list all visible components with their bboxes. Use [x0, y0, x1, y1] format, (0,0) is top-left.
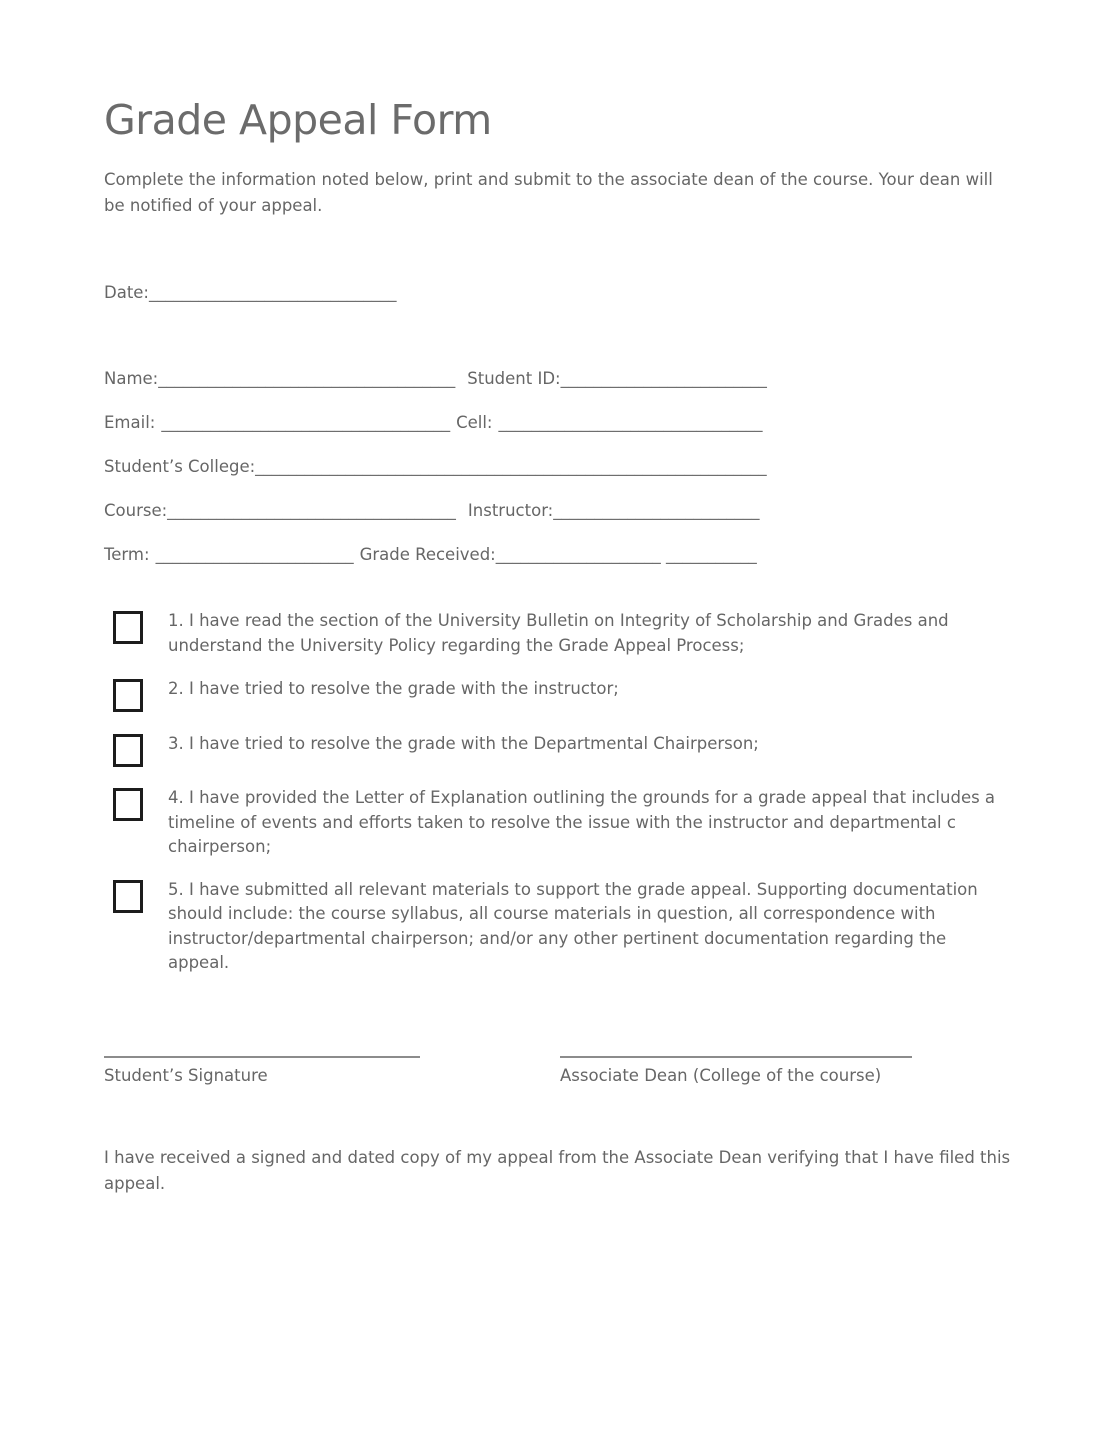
- page-title: Grade Appeal Form: [104, 96, 492, 144]
- checklist-item-2-text: 2. I have tried to resolve the grade with the instructor;: [168, 679, 619, 699]
- checklist-item-5-text: 5. I have submitted all relevant materials to support the grade appeal. Supporting documentation should include: the course syllabus, all course materials in question, all correspondence with instructor/departmental chairperson; and/or any other pertinent documentation regarding the appeal.: [168, 879, 978, 973]
- checklist-item-3: [104, 732, 1030, 767]
- checkbox-item-3[interactable]: [113, 734, 143, 767]
- checkbox-item-4[interactable]: [113, 788, 143, 821]
- acknowledgement-text: I have received a signed and dated copy of my appeal from the Associate Dean verifying that I have filed this appeal.: [104, 1147, 1011, 1193]
- dean-signature-label: Associate Dean (College of the course): [560, 1065, 882, 1085]
- cell-input-line[interactable]: ________________________________: [498, 413, 763, 433]
- college-field-row: [104, 454, 1030, 480]
- signature-section: [104, 1056, 1030, 1089]
- checklist-item-1: [104, 609, 1030, 658]
- checklist-item-4: [104, 786, 1030, 860]
- name-field-row: [104, 366, 1030, 392]
- checklist-item-1-text: 1. I have read the section of the University Bulletin on Integrity of Scholarship and Grades and understand the University Policy regarding the Grade Appeal Process;: [168, 611, 949, 655]
- term-input-line[interactable]: ________________________: [155, 545, 354, 565]
- student-signature-line[interactable]: [104, 1056, 420, 1058]
- term-label: Term:: [104, 545, 150, 565]
- college-label: Student’s College:: [104, 457, 256, 477]
- term-field-row: [104, 542, 1030, 568]
- course-field-row: [104, 498, 1030, 524]
- checkbox-item-2[interactable]: [113, 679, 143, 712]
- checklist-item-4-text: 4. I have provided the Letter of Explanation outlining the grounds for a grade appeal that includes a timeline of events and efforts taken to resolve the issue with the instructor and departmental c chairperson;: [168, 788, 996, 857]
- student-signature-label: Student’s Signature: [104, 1065, 268, 1085]
- date-label: Date:: [104, 283, 149, 303]
- dean-signature-line[interactable]: [560, 1056, 912, 1058]
- instructor-label: Instructor:: [467, 501, 554, 521]
- date-input-line[interactable]: ______________________________: [149, 283, 397, 303]
- instructor-input-line[interactable]: _________________________: [553, 501, 760, 521]
- checklist-item-2: [104, 677, 1030, 712]
- checklist-item-5: [104, 878, 1030, 976]
- checkbox-item-5[interactable]: [113, 880, 143, 913]
- course-input-line[interactable]: ___________________________________: [167, 501, 456, 521]
- college-input-line[interactable]: ______________________________________________________________: [255, 457, 767, 477]
- checklist-item-3-text: 3. I have tried to resolve the grade with the Departmental Chairperson;: [168, 734, 759, 754]
- dean-signature-block: [560, 1056, 912, 1089]
- checkbox-item-1[interactable]: [113, 611, 143, 644]
- student-id-input-line[interactable]: _________________________: [560, 369, 767, 389]
- date-field-row: [104, 280, 1030, 306]
- name-label: Name:: [104, 369, 159, 389]
- grade-received-label: Grade Received:: [359, 545, 496, 565]
- intro-text: Complete the information noted below, print and submit to the associate dean of the course. Your dean will be notified of your appeal.: [104, 170, 993, 216]
- course-label: Course:: [104, 501, 168, 521]
- cell-label: Cell:: [456, 413, 493, 433]
- student-id-label: Student ID:: [467, 369, 561, 389]
- email-input-line[interactable]: ___________________________________: [161, 413, 451, 433]
- student-signature-block: [104, 1056, 420, 1089]
- email-label: Email:: [104, 413, 156, 433]
- checklist: [104, 609, 1030, 976]
- email-field-row: [104, 410, 1030, 436]
- grade-received-input-line[interactable]: ____________________ ___________: [495, 545, 757, 565]
- name-input-line[interactable]: ____________________________________: [158, 369, 456, 389]
